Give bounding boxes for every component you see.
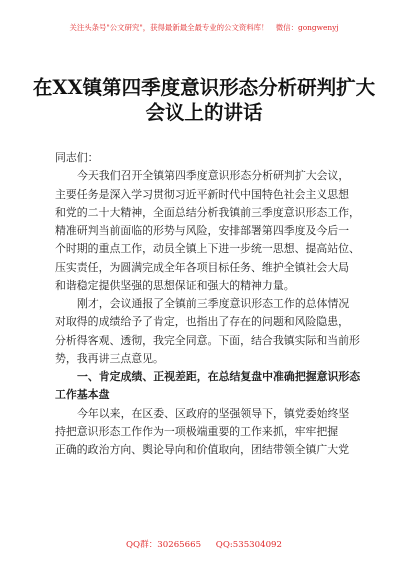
paragraph-line: 精准研判当前面临的形势与风险，安排部署第四季度及今后一 xyxy=(55,224,350,237)
paragraph-line: 持把意识形态工作作为一项极端重要的工作来抓，牢牢把握 xyxy=(55,424,339,438)
title-line-1: 在XX镇第四季度意识形态分析研判扩大 xyxy=(32,76,376,99)
paragraph-line: 压实责任，为圆满完成全年各项目标任务、维护全镇社会大局 xyxy=(55,260,350,274)
paragraph-line: 对取得的成绩给予了肯定，也指出了存在的问题和风险隐患， xyxy=(55,315,350,329)
body-lines xyxy=(55,167,373,459)
section-heading-line: 工作基本盘 xyxy=(55,388,110,402)
paragraph-line: 刚才，会议通报了全镇前三季度意识形态工作的总体情况 xyxy=(77,297,350,310)
paragraph-line: 正确的政治方向、舆论导向和价值取向，团结带领全镇广大党 xyxy=(55,443,350,456)
header-banner: 关注头条号"公文研究"，获得最新最全最专业的公文资料库！ 微信：gongwenyj xyxy=(69,23,339,32)
document-title xyxy=(20,75,388,125)
paragraph-line: 主要任务是深入学习贯彻习近平新时代中国特色社会主义思想 xyxy=(55,187,350,201)
paragraph-line: 和党的二十大精神，全面总结分析我镇前三季度意识形态工作， xyxy=(55,205,360,219)
salutation: 同志们： xyxy=(55,151,99,164)
footer-banner xyxy=(0,539,408,551)
paragraph-line: 今天我们召开全镇第四季度意识形态分析研判扩大会议， xyxy=(77,169,350,183)
paragraph-line: 今年以来，在区委、区政府的坚强领导下，镇党委始终坚 xyxy=(77,406,350,420)
section-heading-line: 一、肯定成绩、正视差距，在总结复盘中准确把握意识形态 xyxy=(77,370,361,383)
footer-qq: QQ:535304092 xyxy=(215,540,282,550)
footer-qq-group: QQ群：30265665 xyxy=(126,540,202,550)
paragraph-line: 势，我再讲三点意见。 xyxy=(55,351,164,365)
paragraph-line: 和谐稳定提供坚强的思想保证和强大的精神力量。 xyxy=(55,278,295,292)
paragraph-line: 分析得客观、透彻，我完全同意。下面，结合我镇实际和当前形 xyxy=(55,333,360,347)
document-body xyxy=(55,149,373,459)
title-line-2: 会议上的讲话 xyxy=(145,101,263,124)
paragraph-line: 个时期的重点工作，动员全镇上下进一步统一思想、提高站位、 xyxy=(55,242,360,256)
